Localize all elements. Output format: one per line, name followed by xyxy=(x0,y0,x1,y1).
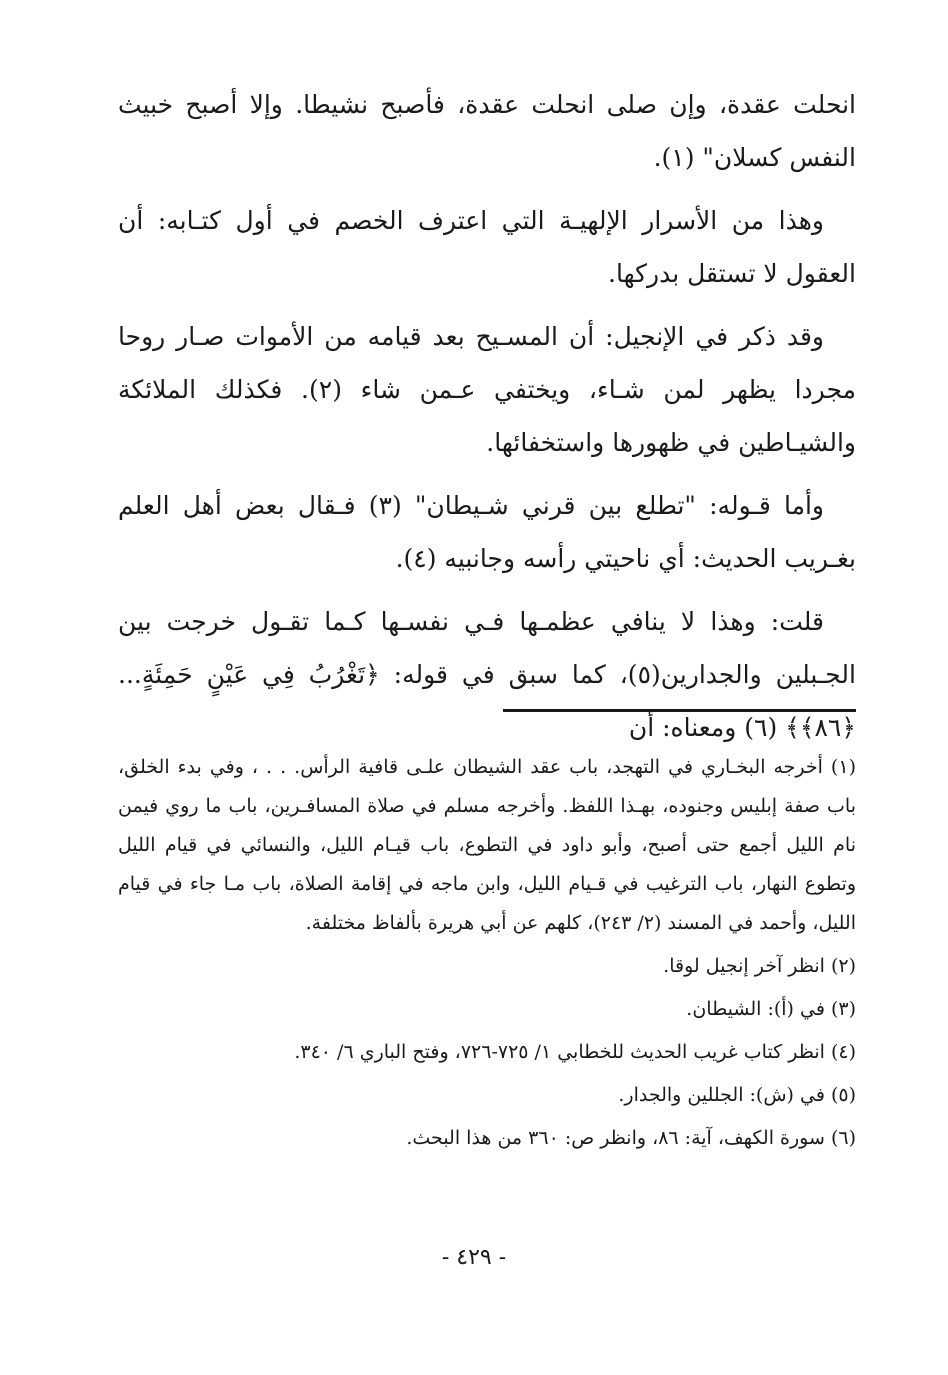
footnote-6: (٦) سورة الكهف، آية: ٨٦، وانظر ص: ٣٦٠ من هذا البحث. xyxy=(406,1127,856,1149)
main-text xyxy=(118,78,856,764)
footnote-2: (٢) انظر آخر إنجيل لوقا. xyxy=(663,955,856,977)
footnotes xyxy=(118,748,856,1162)
paragraph-1: انحلت عقدة، وإن صلى انحلت عقدة، فأصبح نشيطا. وإلا أصبح خبيث النفس كسلان" (١). xyxy=(118,90,856,172)
footnote-4: (٤) انظر كتاب غريب الحديث للخطابي ١/ ٧٢٥-٧٢٦، وفتح الباري ٦/ ٣٤٠. xyxy=(294,1041,856,1063)
footnote-3: (٣) في (أ): الشيطان. xyxy=(686,998,856,1020)
footnote-1: (١) أخرجه البخـاري في التهجد، باب عقد الشيطان علـى قافية الرأس. . . ، وفي بدء الخلق، باب صفة إبليس وجنوده، بهـذا اللفظ. وأخرجه مسلم في صلاة المسافـرين، باب ما روي فيمن نام الليل أجمع حتى أصبح، وأبو داود في التطوع، باب قيـام الليل، والنسائي في قيام الليل وتطوع النهار، باب الترغيب في قـيام الليل، وابن ماجه في إقامة الصلاة، باب مـا جاء في قيام الليل، وأحمد في المسند (٢/ ٢٤٣)، كلهم عن أبي هريرة بألفاظ مختلفة. xyxy=(118,756,856,934)
paragraph-3: وقد ذكر في الإنجيل: أن المسـيح بعد قيامه من الأموات صـار روحا مجردا يظهر لمن شـاء، ويختفي عـمن شاء (٢). فكذلك الملائكة والشيـاطين في ظهورها واستخفائها. xyxy=(118,322,856,457)
footnote-5: (٥) في (ش): الجللين والجدار. xyxy=(618,1084,856,1106)
paragraph-5: قلت: وهذا لا ينافي عظمـها فـي نفسـها كـما تقـول خرجت بين الجـبلين والجدارين(٥)، كما سبق في قوله: ﴿تَغْرُبُ فِي عَيْنٍ حَمِئَةٍ... ﴿٨٦﴾﴾ (٦) ومعناه: أن xyxy=(118,607,856,742)
page-number: - ٤٢٩ - xyxy=(441,1245,507,1270)
footnote-separator xyxy=(503,709,856,712)
paragraph-2: وهذا من الأسرار الإلهيـة التي اعترف الخصم في أول كتـابه: أن العقول لا تستقل بدركها. xyxy=(118,206,856,288)
paragraph-4: وأما قـوله: "تطلع بين قرني شـيطان" (٣) فـقال بعض أهل العلم بغـريب الحديث: أي ناحيتي رأسه وجانبيه (٤). xyxy=(118,491,856,573)
